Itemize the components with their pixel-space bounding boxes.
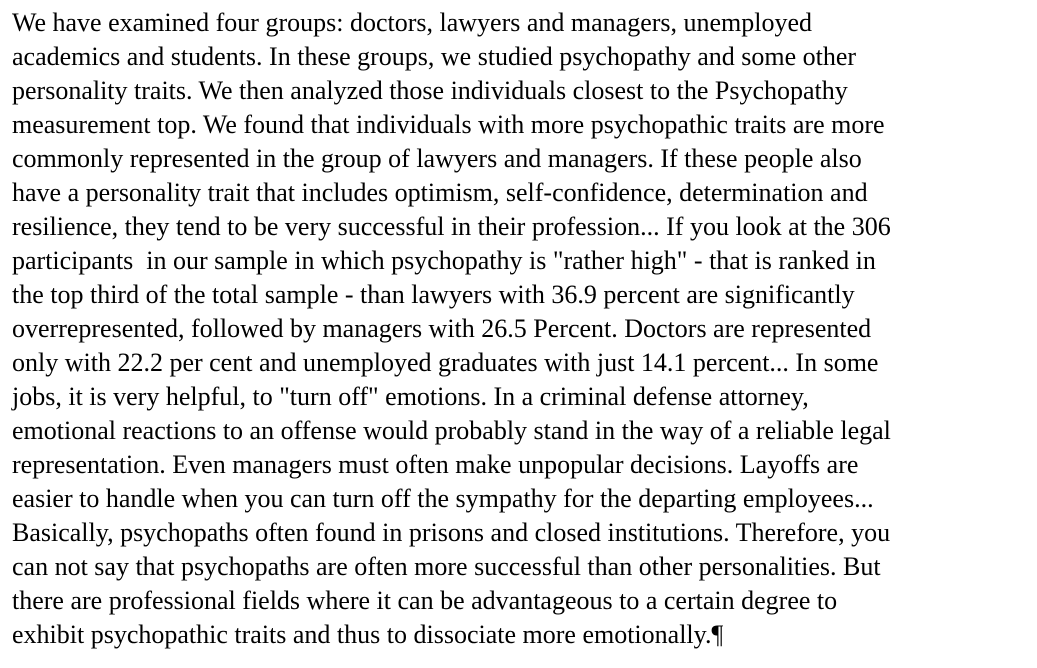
text-line: participants in our sample in which psychopathy is "rather high" - that is ranked in [12,246,876,275]
paragraph [12,6,1032,652]
text-line: commonly represented in the group of lawyers and managers. If these people also [12,144,862,173]
text-line: jobs, it is very helpful, to "turn off" emotions. In a criminal defense attorney, [12,382,809,411]
text-line: We have examined four groups: doctors, lawyers and managers, unemployed [12,8,813,37]
text-line: measurement top. We found that individuals with more psychopathic traits are more [12,110,885,139]
text-line: emotional reactions to an offense would probably stand in the way of a reliable legal [12,416,891,445]
text-line: Basically, psychopaths often found in prisons and closed institutions. Therefore, you [12,518,891,547]
document-body [12,6,1032,652]
text-line: personality traits. We then analyzed those individuals closest to the Psychopathy [12,76,848,105]
text-line: can not say that psychopaths are often more successful than other personalities. But [12,552,881,581]
text-line: easier to handle when you can turn off the sympathy for the departing employees... [12,484,874,513]
text-line: there are professional fields where it can be advantageous to a certain degree to [12,586,838,615]
text-line: exhibit psychopathic traits and thus to dissociate more emotionally.¶ [12,620,724,649]
text-line: representation. Even managers must often make unpopular decisions. Layoffs are [12,450,859,479]
text-line: only with 22.2 per cent and unemployed graduates with just 14.1 percent... In some [12,348,879,377]
text-line: have a personality trait that includes optimism, self-confidence, determination and [12,178,868,207]
text-line: the top third of the total sample - than lawyers with 36.9 percent are significantly [12,280,855,309]
text-line: overrepresented, followed by managers with 26.5 Percent. Doctors are represented [12,314,872,343]
text-line: resilience, they tend to be very successful in their profession... If you look at the 306 [12,212,891,241]
text-line: academics and students. In these groups, we studied psychopathy and some other [12,42,857,71]
